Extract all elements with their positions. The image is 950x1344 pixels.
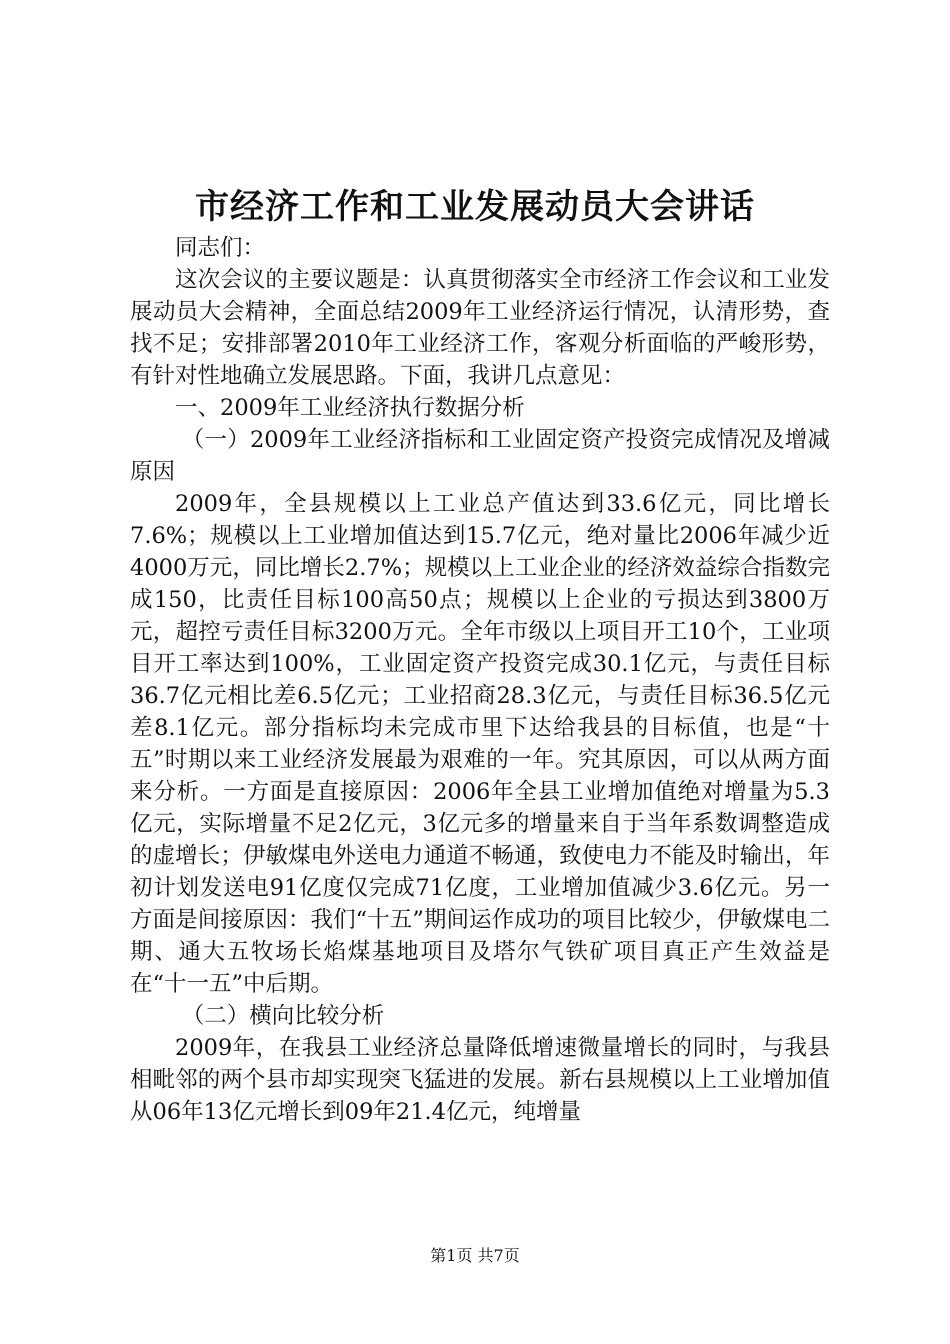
- document-body: [130, 232, 830, 1128]
- document-title: 市经济工作和工业发展动员大会讲话: [195, 187, 755, 227]
- intro-paragraph: 这次会议的主要议题是：认真贯彻落实全市经济工作会议和工业发展动员大会精神，全面总结2009年工业经济运行情况，认清形势，查找不足；安排部署2010年工业经济工作，客观分析面临的严峻形势，有针对性地确立发展思路。下面，我讲几点意见：: [130, 267, 830, 389]
- body-paragraph: 2009年，全县规模以上工业总产值达到33.6亿元，同比增长7.6%；规模以上工业增加值达到15.7亿元，绝对量比2006年减少近4000万元，同比增长2.7%；规模以上工业企业的经济效益综合指数完成150，比责任目标100高50点；规模以上企业的亏损达到3800万元，超控亏责任目标3200万元。全年市级以上项目开工10个，工业项目开工率达到100%，工业固定资产投资完成30.1亿元，与责任目标36.7亿元相比差6.5亿元；工业招商28.3亿元，与责任目标36.5亿元差8.1亿元。部分指标均未完成市里下达给我县的目标值，也是“十五”时期以来工业经济发展最为艰难的一年。究其原因，可以从两方面来分析。一方面是直接原因：2006年全县工业增加值绝对增量为5.3亿元，实际增量不足2亿元，3亿元多的增量来自于当年系数调整造成的虚增长；伊敏煤电外送电力通道不畅通，致使电力不能及时输出，年初计划发送电91亿度仅完成71亿度，工业增加值减少3.6亿元。另一方面是间接原因：我们“十五”期间运作成功的项目比较少，伊敏煤电二期、通大五牧场长焰煤基地项目及塔尔气铁矿项目真正产生效益是在“十一五”中后期。: [130, 491, 830, 997]
- subsection-heading: （一）2009年工业经济指标和工业固定资产投资完成情况及增减原因: [130, 427, 830, 485]
- body-paragraph: 2009年，在我县工业经济总量降低增速微量增长的同时，与我县相毗邻的两个县市却实现突飞猛进的发展。新右县规模以上工业增加值从06年13亿元增长到09年21.4亿元，纯增量: [130, 1035, 830, 1125]
- subsection-heading: （二）横向比较分析: [181, 1003, 385, 1029]
- section-heading: 一、2009年工业经济执行数据分析: [175, 395, 525, 421]
- page-footer: 第1页 共7页: [430, 1246, 520, 1265]
- salutation: 同志们：: [175, 235, 266, 261]
